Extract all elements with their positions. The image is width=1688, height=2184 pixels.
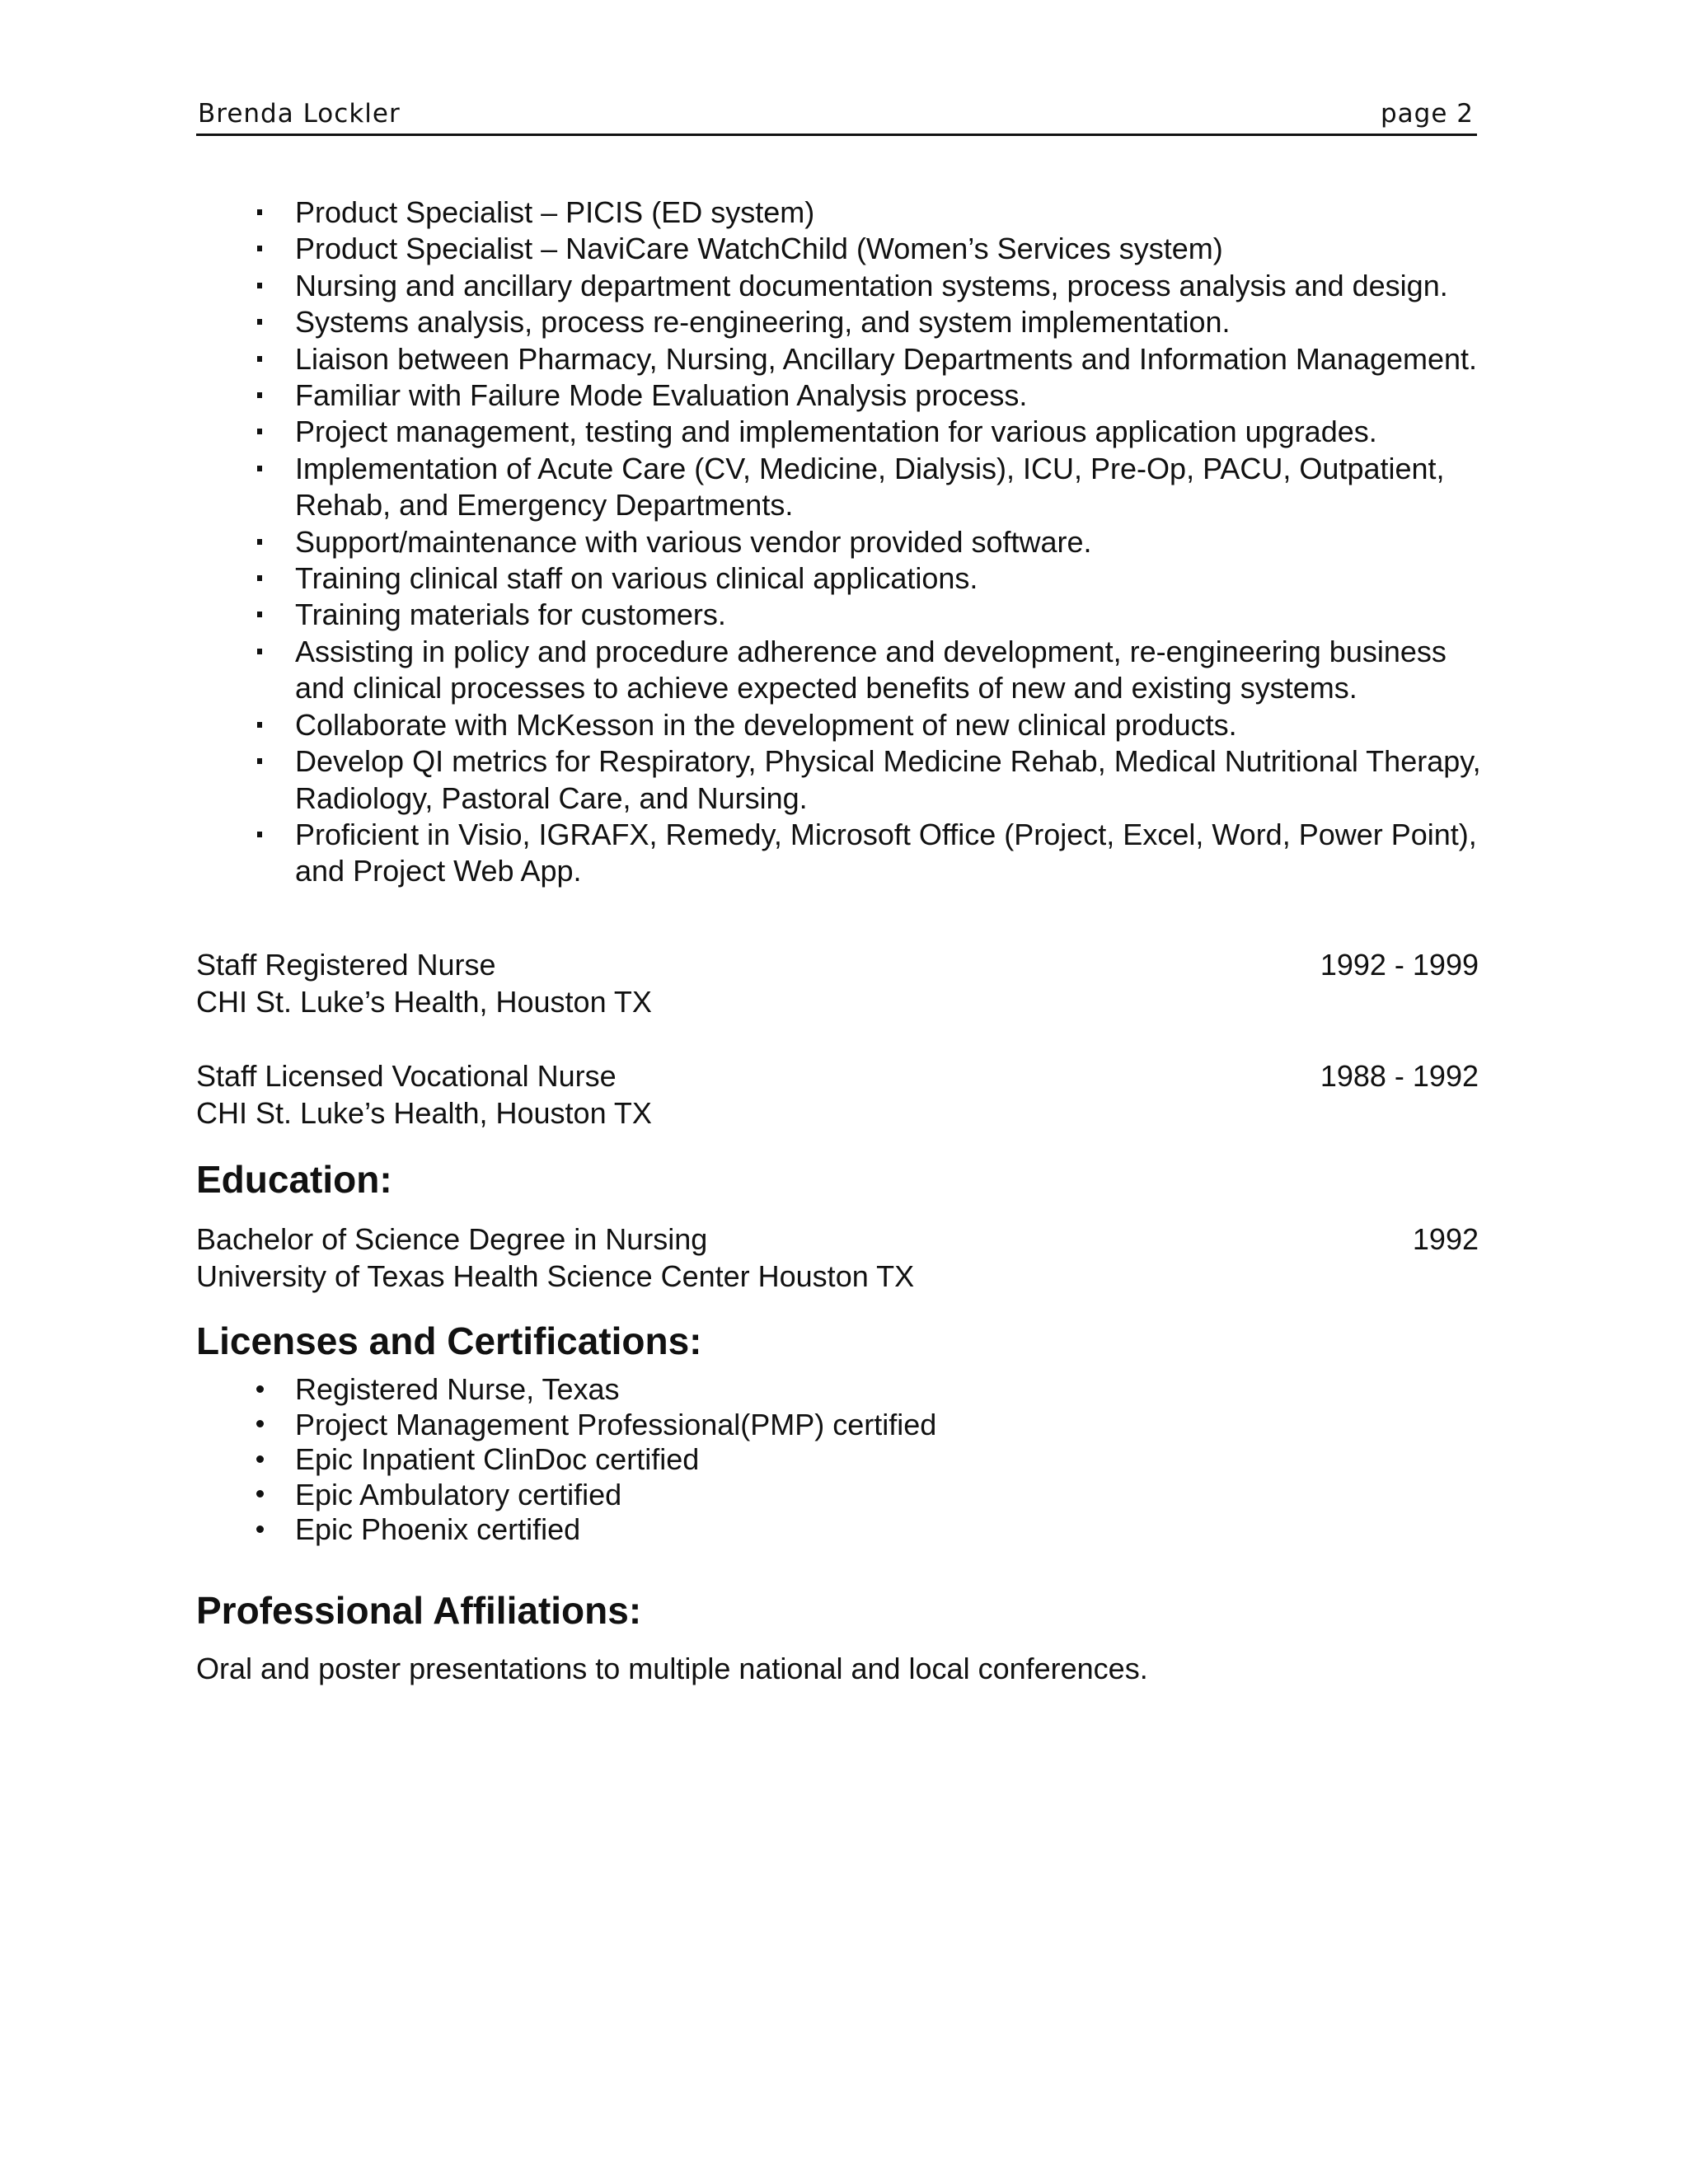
bullet-dot-icon <box>247 1372 272 1408</box>
square-bullet-icon <box>247 451 272 487</box>
list-item: Epic Phoenix certified <box>196 1512 1482 1548</box>
list-item: Registered Nurse, Texas <box>196 1372 1482 1408</box>
list-item: Systems analysis, process re-engineering, and system implementation. <box>196 304 1482 340</box>
degree: Bachelor of Science Degree in Nursing <box>196 1222 708 1256</box>
page-header <box>196 99 1477 136</box>
list-item: Nursing and ancillary department documentation systems, process analysis and design. <box>196 268 1482 304</box>
list-item: Proficient in Visio, IGRAFX, Remedy, Microsoft Office (Project, Excel, Word, Power Point), and Project Web App. <box>196 817 1482 890</box>
list-item: Training materials for customers. <box>196 597 1482 633</box>
square-bullet-icon <box>247 634 272 670</box>
bullet-dot-icon <box>247 1408 272 1443</box>
square-bullet-icon <box>247 194 272 231</box>
education-heading: Education: <box>196 1158 392 1201</box>
list-item: Product Specialist – NaviCare WatchChild (Women’s Services system) <box>196 231 1482 267</box>
square-bullet-icon <box>247 268 272 304</box>
list-item: Project Management Professional(PMP) certified <box>196 1408 1482 1443</box>
list-item: Project management, testing and implementation for various application upgrades. <box>196 414 1482 450</box>
list-item: Collaborate with McKesson in the development of new clinical products. <box>196 707 1482 743</box>
bullet-dot-icon <box>247 1512 272 1548</box>
list-item: Support/maintenance with various vendor provided software. <box>196 524 1482 560</box>
bullet-dot-icon <box>247 1478 272 1513</box>
affiliations-heading: Professional Affiliations: <box>196 1589 642 1632</box>
square-bullet-icon <box>247 231 272 267</box>
square-bullet-icon <box>247 597 272 633</box>
licenses-list <box>196 1372 1482 1548</box>
square-bullet-icon <box>247 304 272 340</box>
square-bullet-icon <box>247 414 272 450</box>
list-item: Assisting in policy and procedure adherence and development, re-engineering business and clinical processes to achieve expected benefits of new and existing systems. <box>196 634 1482 707</box>
list-item: Epic Inpatient ClinDoc certified <box>196 1442 1482 1478</box>
list-item: Liaison between Pharmacy, Nursing, Ancillary Departments and Information Management. <box>196 341 1482 377</box>
header-name: Brenda Lockler <box>198 99 401 129</box>
square-bullet-icon <box>247 524 272 560</box>
list-item: Familiar with Failure Mode Evaluation Analysis process. <box>196 377 1482 414</box>
job-entry <box>196 946 1479 1020</box>
square-bullet-icon <box>247 743 272 780</box>
square-bullet-icon <box>247 817 272 853</box>
experience-bullet-list <box>196 194 1482 890</box>
list-item: Product Specialist – PICIS (ED system) <box>196 194 1482 231</box>
job-employer: CHI St. Luke’s Health, Houston TX <box>196 985 652 1019</box>
job-title: Staff Licensed Vocational Nurse <box>196 1059 617 1093</box>
job-title: Staff Registered Nurse <box>196 948 496 982</box>
affiliations-text: Oral and poster presentations to multiple national and local conferences. <box>196 1652 1148 1685</box>
square-bullet-icon <box>247 707 272 743</box>
job-dates: 1992 - 1999 <box>1320 948 1479 982</box>
job-employer: CHI St. Luke’s Health, Houston TX <box>196 1096 652 1130</box>
square-bullet-icon <box>247 377 272 414</box>
list-item: Training clinical staff on various clinical applications. <box>196 560 1482 597</box>
square-bullet-icon <box>247 341 272 377</box>
education-entry <box>196 1221 1479 1295</box>
degree-year: 1992 <box>1412 1222 1479 1256</box>
school: University of Texas Health Science Center Houston TX <box>196 1259 915 1293</box>
licenses-heading: Licenses and Certifications: <box>196 1319 702 1362</box>
job-dates: 1988 - 1992 <box>1320 1059 1479 1093</box>
bullet-dot-icon <box>247 1442 272 1478</box>
list-item: Develop QI metrics for Respiratory, Physical Medicine Rehab, Medical Nutritional Therapy, Radiology, Pastoral Care, and Nursing. <box>196 743 1482 817</box>
page-number: page 2 <box>1380 99 1474 129</box>
list-item: Implementation of Acute Care (CV, Medicine, Dialysis), ICU, Pre-Op, PACU, Outpatient, Rehab, and Emergency Departments. <box>196 451 1482 524</box>
job-entry <box>196 1057 1479 1132</box>
list-item: Epic Ambulatory certified <box>196 1478 1482 1513</box>
square-bullet-icon <box>247 560 272 597</box>
